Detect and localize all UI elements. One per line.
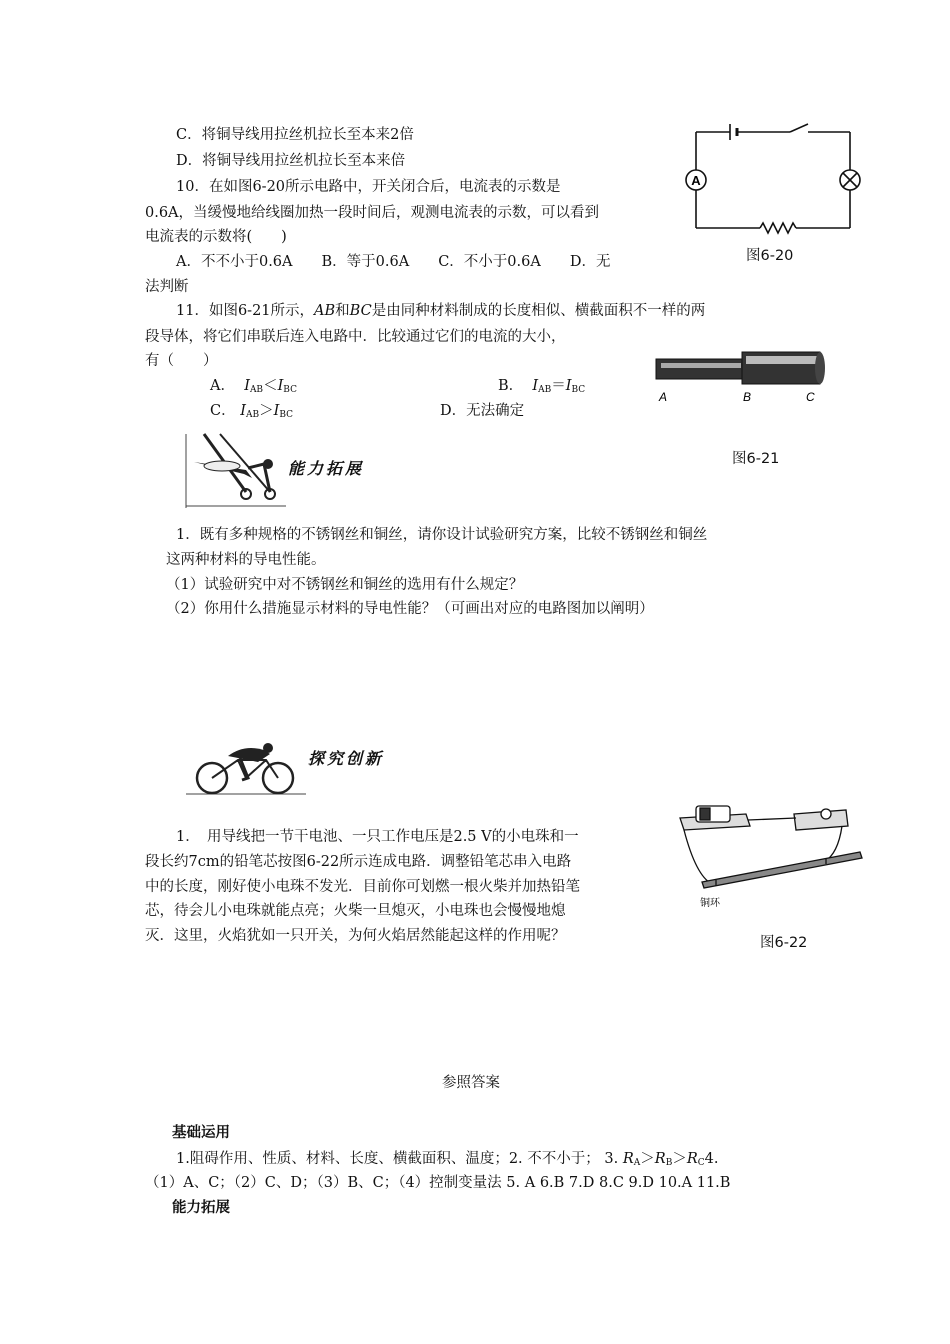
q11-option-a xyxy=(210,375,297,401)
copper-ring-label: 铜环 xyxy=(700,898,720,909)
i-symbol: I xyxy=(273,403,280,419)
q11-line-3: 有（ ） xyxy=(145,353,218,369)
i-symbol: I xyxy=(277,378,284,394)
r-symbol: R xyxy=(622,1151,634,1167)
answers-line-1-prefix: 1.阻碍作用、性质、材料、长度、横截面积、温度；2. 不不小于； 3. xyxy=(176,1151,623,1167)
q11-prefix: 11．如图6-21所示， xyxy=(176,303,315,319)
sub-bc: BC xyxy=(571,385,586,395)
lt-sign: ＜ xyxy=(263,378,278,394)
ability-line-1: 1．既有多种规格的不锈钢丝和铜丝，请你设计试验研究方案，比较不锈钢丝和铜丝 xyxy=(176,527,708,543)
sub-bc: BC xyxy=(279,410,293,420)
explore-line-1: 1． 用导线把一节干电池、一只工作电压是2.5 V的小电珠和一 xyxy=(176,829,579,845)
q11-option-d: D．无法确定 xyxy=(440,403,525,419)
ability-line-2: 这两种材料的导电性能。 xyxy=(166,552,326,568)
explore-line-2: 段长约7cm的铅笔芯按图6-22所示连成电路．调整铅笔芯串入电路 xyxy=(145,854,572,870)
sub-ab: AB xyxy=(245,410,260,420)
gt-sign: ＞ xyxy=(672,1151,687,1167)
point-c-label: C xyxy=(806,390,815,404)
q11-and: 和 xyxy=(335,303,350,319)
opt-a-prefix: A． xyxy=(210,378,235,394)
answers-title: 参照答案 xyxy=(442,1075,500,1091)
ammeter-label: A xyxy=(691,173,701,188)
q11-bc: BC xyxy=(349,303,372,319)
r-symbol: R xyxy=(686,1151,698,1167)
q11-option-b xyxy=(498,375,585,401)
r-symbol: R xyxy=(654,1151,666,1167)
i-symbol: I xyxy=(244,378,250,394)
figure-6-22-caption: 图6-22 xyxy=(760,935,808,951)
ability-banner-title: 能力拓展 xyxy=(288,459,365,478)
i-symbol: I xyxy=(532,378,539,394)
sub-a: A xyxy=(633,1158,641,1168)
q11-option-c xyxy=(210,400,293,426)
i-symbol: I xyxy=(240,403,246,419)
sub-c: C xyxy=(697,1158,705,1168)
explore-banner-title: 探究创新 xyxy=(308,749,385,768)
q10-line-2: 0.6A，当缓慢地给线圈加热一段时间后，观测电流表的示数，可以看到 xyxy=(145,205,600,221)
figure-6-22-apparatus xyxy=(676,806,866,912)
ability-sub-1: （1）试验研究中对不锈钢丝和铜丝的选用有什么规定？ xyxy=(166,577,524,593)
ability-sub-2: （2）你用什么措施显示材料的导电性能？（可画出对应的电路图加以阐明） xyxy=(166,601,654,617)
q10-options-cont: 法判断 xyxy=(145,279,189,295)
point-a-label: A xyxy=(659,390,668,404)
q9-option-c: C．将铜导线用拉丝机拉长至本来2倍 xyxy=(176,127,414,143)
opt-c-prefix: C． xyxy=(210,403,236,419)
gymnast-rings-icon xyxy=(186,434,286,508)
q11-ab: AB xyxy=(314,303,336,319)
answers-line-1 xyxy=(176,1148,718,1174)
answers-line-1-suffix: 4. xyxy=(704,1151,719,1167)
cyclist-icon xyxy=(186,740,306,796)
eq-sign: ＝ xyxy=(551,378,566,394)
opt-b-prefix: B． xyxy=(498,378,524,394)
q10-options: A．不不小于0.6A B．等于0.6A C．不小于0.6A D．无 xyxy=(176,254,611,270)
figure-6-21-caption: 图6-21 xyxy=(732,451,780,467)
answers-line-2: （1）A、C；（2）C、D；（3）B、C；（4）控制变量法 5. A 6.B 7.D 8.C 9.D 10.A 11.B xyxy=(145,1175,731,1191)
i-symbol: I xyxy=(565,378,572,394)
q9-option-d: D．将铜导线用拉丝机拉长至本来倍 xyxy=(176,153,406,169)
sub-b: B xyxy=(665,1158,673,1168)
q11-line-1 xyxy=(176,300,705,322)
sub-bc: BC xyxy=(283,385,297,395)
q10-line-3: 电流表的示数将( ) xyxy=(145,229,287,245)
q11-suffix: 是由同种材料制成的长度相似、横截面积不一样的两 xyxy=(371,303,706,319)
figure-6-21-conductor xyxy=(656,350,836,410)
gt-sign: ＞ xyxy=(640,1151,655,1167)
explore-line-3: 中的长度，刚好使小电珠不发光．目前你可划燃一根火柴并加热铅笔 xyxy=(145,879,580,895)
answers-section-ability: 能力拓展 xyxy=(172,1200,230,1216)
q10-line-1: 10．在如图6-20所示电路中，开关闭合后，电流表的示数是 xyxy=(176,179,561,195)
figure-6-20-circuit xyxy=(684,120,864,240)
explore-line-4: 芯，待会儿小电珠就能点亮；火柴一旦熄灭，小电珠也会慢慢地熄 xyxy=(145,903,566,919)
explore-line-5: 灭．这里，火焰犹如一只开关，为何火焰居然能起这样的作用呢？ xyxy=(145,928,566,944)
q11-line-2: 段导体，将它们串联后连入电路中．比较通过它们的电流的大小， xyxy=(145,329,566,345)
sub-ab: AB xyxy=(249,385,264,395)
sub-ab: AB xyxy=(538,385,552,395)
figure-6-20-caption: 图6-20 xyxy=(746,248,794,264)
point-b-label: B xyxy=(743,390,752,404)
answers-section-basic: 基础运用 xyxy=(172,1125,230,1141)
gt-sign: ＞ xyxy=(259,403,274,419)
